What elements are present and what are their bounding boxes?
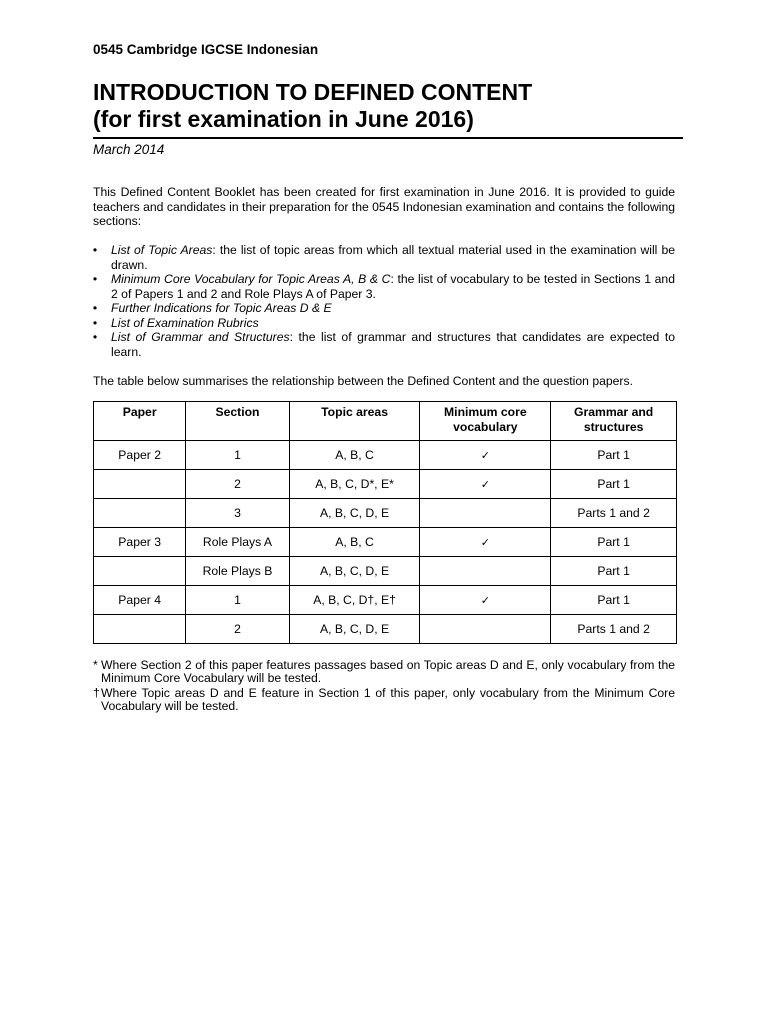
list-item-term: List of Grammar and Structures	[111, 330, 290, 344]
cell-vocab	[420, 441, 551, 470]
cell-paper	[94, 615, 186, 644]
list-item-desc: : the list of grammar and structures that candidates are expected to learn.	[111, 330, 675, 359]
list-item	[93, 301, 675, 316]
title-line-1: INTRODUCTION TO DEFINED CONTENT	[93, 79, 533, 105]
header-grammar-line-1: Grammar and	[573, 405, 654, 419]
cell-vocab	[420, 499, 551, 528]
cell-section: 2	[186, 470, 289, 499]
cell-grammar: Part 1	[551, 528, 677, 557]
footnotes	[93, 659, 675, 715]
bullet-icon: •	[92, 272, 98, 286]
table-row	[94, 441, 677, 470]
course-header: 0545 Cambridge IGCSE Indonesian	[93, 42, 319, 57]
check-icon: ✓	[480, 449, 490, 462]
cell-grammar: Parts 1 and 2	[551, 615, 677, 644]
cell-topic: A, B, C	[289, 528, 420, 557]
header-topic-areas: Topic areas	[289, 402, 420, 441]
cell-grammar: Part 1	[551, 470, 677, 499]
header-section: Section	[186, 402, 289, 441]
cell-section: 1	[186, 441, 289, 470]
table-row	[94, 470, 677, 499]
cell-paper: Paper 2	[94, 441, 186, 470]
table-row	[94, 615, 677, 644]
table-row	[94, 499, 677, 528]
sections-list	[93, 243, 675, 359]
cell-grammar: Part 1	[551, 557, 677, 586]
page-title	[93, 79, 683, 133]
cell-paper	[94, 499, 186, 528]
cell-grammar: Part 1	[551, 586, 677, 615]
footnote	[93, 659, 675, 684]
cell-vocab	[420, 470, 551, 499]
cell-topic: A, B, C	[289, 441, 420, 470]
cell-paper: Paper 4	[94, 586, 186, 615]
cell-grammar: Parts 1 and 2	[551, 499, 677, 528]
bullet-icon: •	[92, 243, 98, 257]
list-item	[93, 243, 675, 272]
table-row	[94, 586, 677, 615]
title-divider	[93, 137, 683, 139]
header-paper: Paper	[94, 402, 186, 441]
footnote-text: Where Section 2 of this paper features passages based on Topic areas D and E, only vocabulary from the Minimum Core Vocabulary will be tested.	[101, 658, 675, 685]
list-item-term: Further Indications for Topic Areas D & E	[111, 301, 332, 315]
header-min-core-vocab	[420, 402, 551, 441]
check-icon: ✓	[480, 536, 490, 549]
cell-vocab	[420, 615, 551, 644]
cell-topic: A, B, C, D, E	[289, 615, 420, 644]
document-date: March 2014	[93, 142, 165, 157]
list-item-term: List of Examination Rubrics	[111, 315, 259, 330]
cell-section: 3	[186, 499, 289, 528]
defined-content-table	[93, 401, 677, 644]
cell-section: 2	[186, 615, 289, 644]
cell-topic: A, B, C, D†, E†	[289, 586, 420, 615]
title-line-2: (for first examination in June 2016)	[93, 106, 474, 132]
footnote-mark: *	[93, 658, 98, 672]
header-vocab-line-2: vocabulary	[453, 420, 518, 434]
list-item-term: List of Topic Areas	[111, 243, 213, 257]
list-item	[93, 316, 675, 331]
list-item-desc: : the list of topic areas from which all textual material used in the examination will be drawn.	[111, 243, 675, 272]
cell-grammar: Part 1	[551, 441, 677, 470]
list-item-term: Minimum Core Vocabulary for Topic Areas A, B & C	[111, 272, 391, 286]
cell-topic: A, B, C, D, E	[289, 557, 420, 586]
cell-vocab	[420, 586, 551, 615]
header-grammar	[551, 402, 677, 441]
cell-vocab	[420, 528, 551, 557]
cell-vocab	[420, 557, 551, 586]
list-item-desc: : the list of vocabulary to be tested in Sections 1 and 2 of Papers 1 and 2 and Role Plays A of Paper 3.	[111, 272, 675, 301]
cell-paper	[94, 557, 186, 586]
intro-paragraph: This Defined Content Booklet has been created for first examination in June 2016. It is provided to guide teachers and candidates in their preparation for the 0545 Indonesian examination and contains the following sections:	[93, 185, 676, 228]
cell-section: Role Plays B	[186, 557, 289, 586]
footnote-text: Where Topic areas D and E feature in Section 1 of this paper, only vocabulary from the Minimum Core Vocabulary will be tested.	[101, 686, 675, 713]
table-row	[94, 528, 677, 557]
check-icon: ✓	[480, 478, 490, 491]
bullet-icon: •	[92, 330, 98, 344]
footnote	[93, 687, 675, 712]
bullet-icon: •	[92, 301, 98, 315]
cell-section: 1	[186, 586, 289, 615]
table-header-row	[94, 402, 677, 441]
list-item	[93, 272, 675, 301]
cell-paper: Paper 3	[94, 528, 186, 557]
header-grammar-line-2: structures	[583, 420, 644, 434]
cell-paper	[94, 470, 186, 499]
cell-section: Role Plays A	[186, 528, 289, 557]
footnote-mark: †	[93, 686, 100, 700]
cell-topic: A, B, C, D*, E*	[289, 470, 420, 499]
list-item	[93, 330, 675, 359]
table-intro: The table below summarises the relationship between the Defined Content and the question papers.	[93, 374, 633, 388]
check-icon: ✓	[480, 594, 490, 607]
bullet-icon: •	[92, 315, 98, 330]
table-row	[94, 557, 677, 586]
cell-topic: A, B, C, D, E	[289, 499, 420, 528]
header-vocab-line-1: Minimum core	[444, 405, 527, 419]
